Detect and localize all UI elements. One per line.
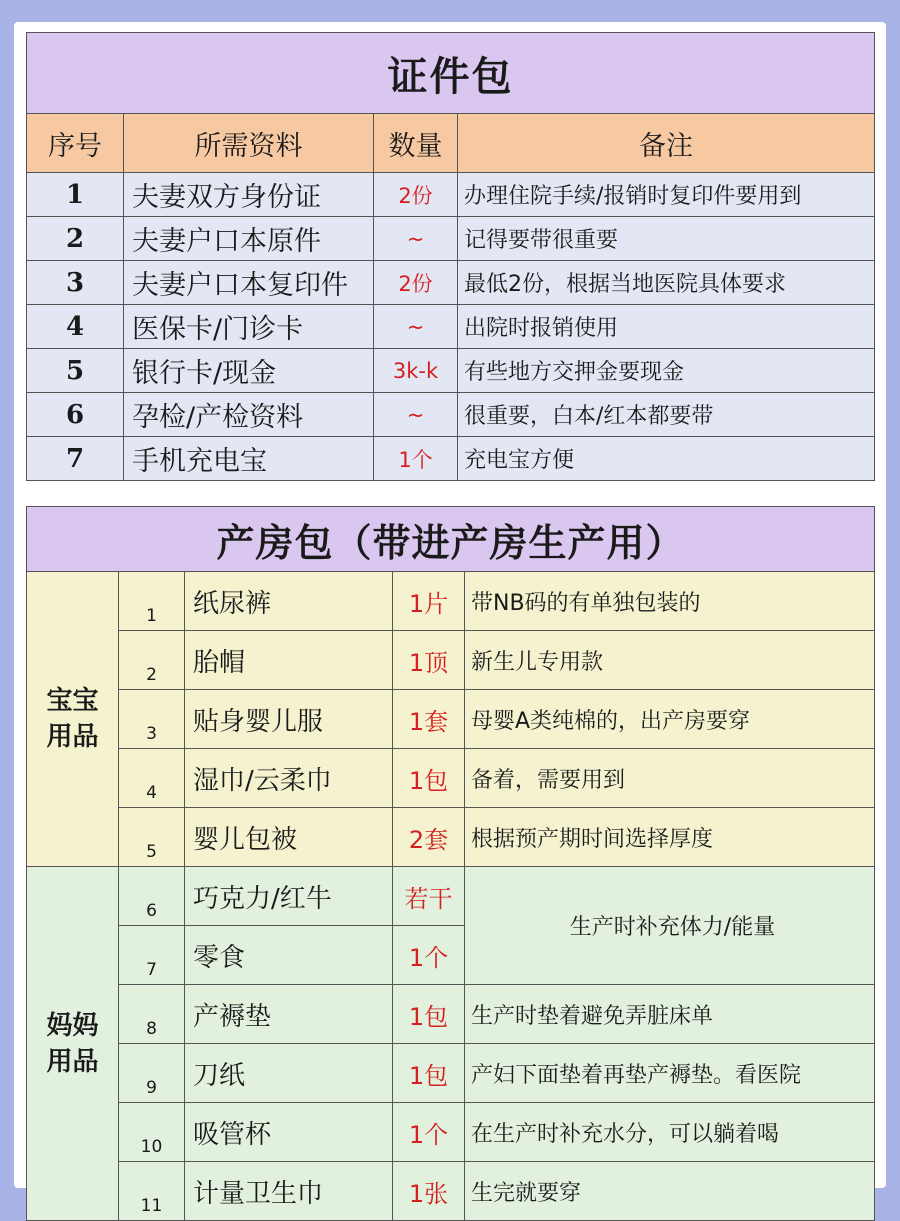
documents-table [26,32,875,481]
row-item: 胎帽 [185,631,393,690]
row-item: 计量卫生巾 [185,1162,393,1221]
row-item: 夫妻双方身份证 [124,173,374,217]
row-note: 母婴A类纯棉的，出产房要穿 [465,690,875,749]
row-qty: 3k-k [374,349,458,393]
table-row [27,808,875,867]
row-number: 5 [27,349,124,393]
row-qty: 1包 [393,985,465,1044]
row-item: 刀纸 [185,1044,393,1103]
row-qty: 2份 [374,261,458,305]
row-item: 孕检/产检资料 [124,393,374,437]
table-row [27,437,875,481]
row-number: 9 [119,1044,185,1103]
row-item: 纸尿裤 [185,572,393,631]
row-number: 2 [27,217,124,261]
header-qty: 数量 [374,114,458,173]
header-item: 所需资料 [124,114,374,173]
row-number: 1 [119,572,185,631]
row-number: 6 [119,867,185,926]
row-qty: 1个 [393,1103,465,1162]
row-qty: ~ [374,217,458,261]
row-number: 8 [119,985,185,1044]
table-row [27,985,875,1044]
table-row [27,393,875,437]
row-qty: 2份 [374,173,458,217]
row-note: 新生儿专用款 [465,631,875,690]
delivery-table [26,506,875,1221]
row-qty: 1包 [393,1044,465,1103]
row-item: 产褥垫 [185,985,393,1044]
row-note: 出院时报销使用 [458,305,875,349]
row-item: 婴儿包被 [185,808,393,867]
row-note: 根据预产期时间选择厚度 [465,808,875,867]
row-qty: 1包 [393,749,465,808]
table-row [27,1044,875,1103]
row-item: 夫妻户口本复印件 [124,261,374,305]
row-number: 10 [119,1103,185,1162]
mom-category-text: 妈妈用品 [46,1010,99,1077]
row-item: 湿巾/云柔巾 [185,749,393,808]
row-number: 5 [119,808,185,867]
row-number: 3 [119,690,185,749]
row-item: 贴身婴儿服 [185,690,393,749]
row-note: 产妇下面垫着再垫产褥垫。看医院 [465,1044,875,1103]
row-qty: 1个 [393,926,465,985]
baby-category-label [27,572,119,867]
table-row [27,1103,875,1162]
row-number: 2 [119,631,185,690]
table-row [27,867,875,926]
row-note: 很重要，白本/红本都要带 [458,393,875,437]
row-number: 4 [119,749,185,808]
row-note: 最低2份，根据当地医院具体要求 [458,261,875,305]
row-number: 11 [119,1162,185,1221]
table-row [27,631,875,690]
row-item: 夫妻户口本原件 [124,217,374,261]
row-qty: 若干 [393,867,465,926]
row-note: 生完就要穿 [465,1162,875,1221]
header-note: 备注 [458,114,875,173]
row-number: 1 [27,173,124,217]
table-row [27,261,875,305]
row-number: 3 [27,261,124,305]
row-note: 充电宝方便 [458,437,875,481]
table-row [27,305,875,349]
row-qty: 1个 [374,437,458,481]
row-item: 银行卡/现金 [124,349,374,393]
row-note: 生产时补充体力/能量 [465,867,875,985]
mom-category-label [27,867,119,1221]
row-item: 零食 [185,926,393,985]
baby-category-text: 宝宝用品 [46,686,99,752]
row-note: 备着，需要用到 [465,749,875,808]
row-number: 4 [27,305,124,349]
table-row [27,349,875,393]
row-qty: 1张 [393,1162,465,1221]
row-note: 带NB码的有单独包装的 [465,572,875,631]
row-qty: ~ [374,305,458,349]
row-item: 吸管杯 [185,1103,393,1162]
documents-title: 证件包 [27,33,875,114]
table-row [27,1162,875,1221]
row-note: 记得要带很重要 [458,217,875,261]
row-qty: 1片 [393,572,465,631]
header-no: 序号 [27,114,124,173]
table-row [27,749,875,808]
row-qty: ~ [374,393,458,437]
delivery-title: 产房包（带进产房生产用） [27,507,875,572]
row-number: 7 [119,926,185,985]
row-qty: 1套 [393,690,465,749]
row-item: 手机充电宝 [124,437,374,481]
row-qty: 1顶 [393,631,465,690]
row-item: 巧克力/红牛 [185,867,393,926]
table-row [27,572,875,631]
row-qty: 2套 [393,808,465,867]
row-note: 生产时垫着避免弄脏床单 [465,985,875,1044]
row-number: 6 [27,393,124,437]
table-row [27,690,875,749]
table-row [27,217,875,261]
row-note: 办理住院手续/报销时复印件要用到 [458,173,875,217]
row-note: 有些地方交押金要现金 [458,349,875,393]
row-number: 7 [27,437,124,481]
row-note: 在生产时补充水分，可以躺着喝 [465,1103,875,1162]
table-row [27,173,875,217]
row-item: 医保卡/门诊卡 [124,305,374,349]
